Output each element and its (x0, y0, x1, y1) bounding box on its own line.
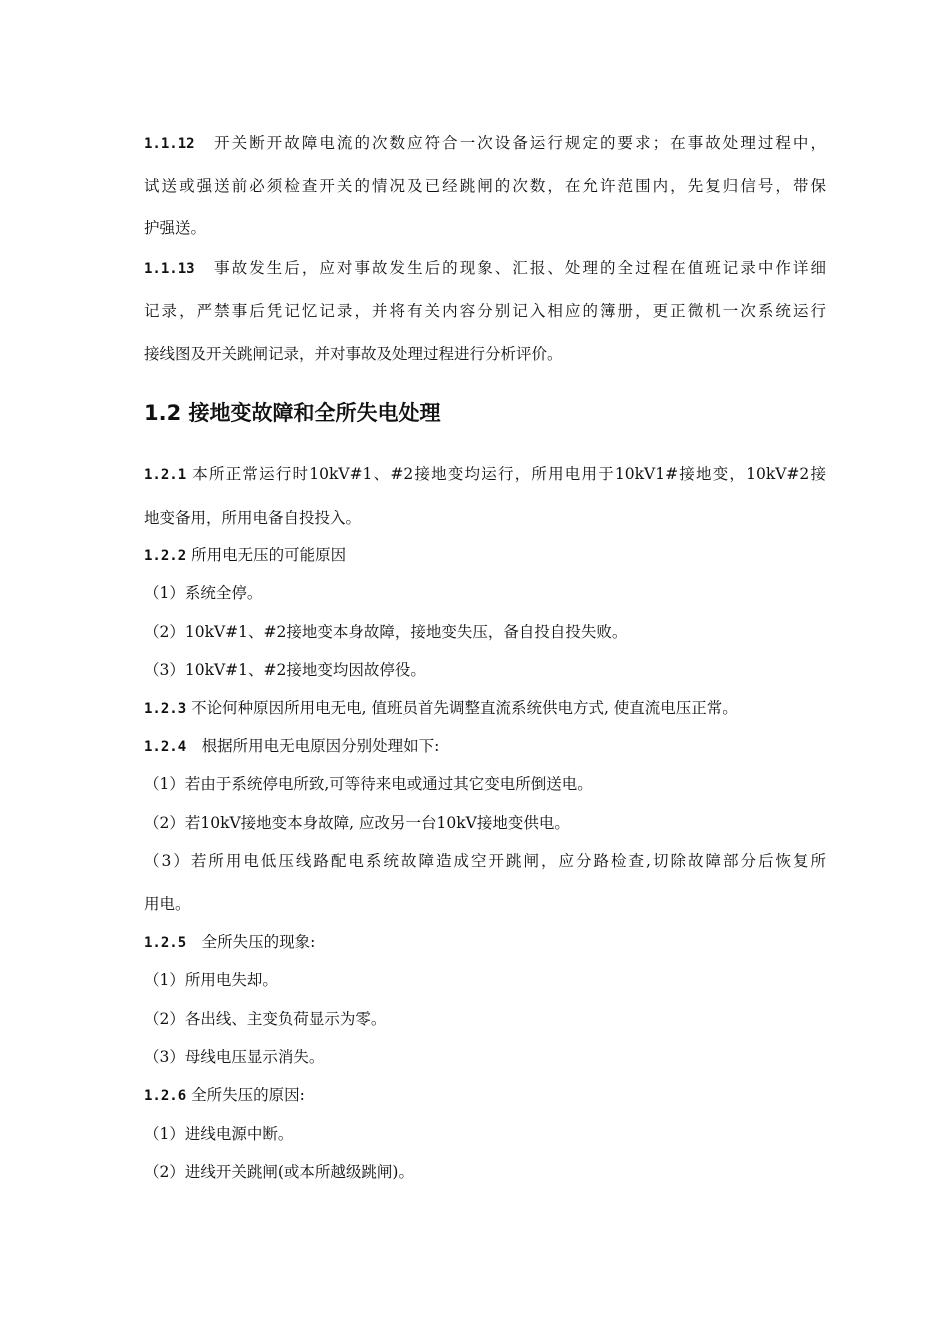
list-item: （1）系统全停。 (144, 584, 263, 602)
section-number: 1.2.2 (144, 548, 187, 564)
paragraph-1-1-13-line3: 接线图及开关跳闸记录，并对事故及处理过程进行分析评价。 (144, 345, 563, 363)
list-item: （2）若10kV接地变本身故障, 应改另一台10kV接地变供电。 (144, 814, 570, 832)
section-number: 1.1.12 (144, 136, 195, 152)
paragraph-1-1-12-line2: 试送或强送前必须检查开关的情况及已经跳闸的次数，在允许范围内，先复归信号，带保 (144, 177, 826, 195)
paragraph-text: 开关断开故障电流的次数应符合一次设备运行规定的要求；在事故处理过程中， (214, 134, 826, 152)
list-item: （3）母线电压显示消失。 (144, 1048, 325, 1066)
list-item: （1）进线电源中断。 (144, 1125, 294, 1143)
paragraph-1-2-3 (144, 698, 738, 719)
list-item-continuation: 用电。 (144, 895, 191, 913)
paragraph-1-1-13-line1 (144, 258, 826, 279)
section-number: 1.2.5 (144, 935, 187, 951)
paragraph-1-1-12-line3: 护强送。 (144, 219, 207, 237)
paragraph-1-1-12-line1 (144, 133, 826, 154)
paragraph-text: 全所失压的原因: (191, 1086, 305, 1104)
paragraph-text: 全所失压的现象: (201, 933, 316, 951)
paragraph-text: 本所正常运行时10kV#1、#2接地变均运行，所用电用于10kV1#接地变，10kV#2接 (192, 465, 826, 483)
list-item: （1）所用电失却。 (144, 971, 278, 989)
paragraph-1-2-1-line1 (144, 464, 826, 485)
paragraph-text: 事故发生后，应对事故发生后的现象、汇报、处理的全过程在值班记录中作详细 (214, 259, 826, 277)
paragraph-text: 不论何种原因所用电无电, 值班员首先调整直流系统供电方式, 使直流电压正常。 (191, 699, 738, 717)
list-item: （2）进线开关跳闸(或本所越级跳闸)。 (144, 1163, 414, 1181)
section-number: 1.2.3 (144, 701, 187, 717)
section-number: 1.2.1 (144, 467, 187, 483)
list-item: （3）若所用电低压线路配电系统故障造成空开跳闸，应分路检查,切除故障部分后恢复所 (144, 852, 826, 870)
paragraph-1-2-2 (144, 545, 346, 566)
list-item: （2）10kV#1、#2接地变本身故障，接地变失压，备自投自投失败。 (144, 623, 628, 641)
section-number: 1.2.6 (144, 1088, 187, 1104)
paragraph-1-1-13-line2: 记录，严禁事后凭记忆记录，并将有关内容分别记入相应的簿册，更正微机一次系统运行 (144, 302, 826, 320)
paragraph-1-2-5 (144, 932, 315, 953)
list-item: （3）10kV#1、#2接地变均因故停役。 (144, 661, 426, 679)
paragraph-1-2-6 (144, 1085, 305, 1106)
paragraph-text: 所用电无压的可能原因 (191, 546, 347, 564)
paragraph-text: 根据所用电无电原因分别处理如下: (201, 737, 440, 755)
list-item: （1）若由于系统停电所致,可等待来电或通过其它变电所倒送电。 (144, 775, 593, 793)
paragraph-1-2-1-line2: 地变备用，所用电备自投投入。 (144, 509, 362, 527)
paragraph-1-2-4 (144, 736, 439, 757)
list-item: （2）各出线、主变负荷显示为零。 (144, 1010, 387, 1028)
section-number: 1.2.4 (144, 739, 187, 755)
section-number: 1.1.13 (144, 261, 195, 277)
section-heading: 1.2 接地变故障和全所失电处理 (144, 401, 441, 425)
